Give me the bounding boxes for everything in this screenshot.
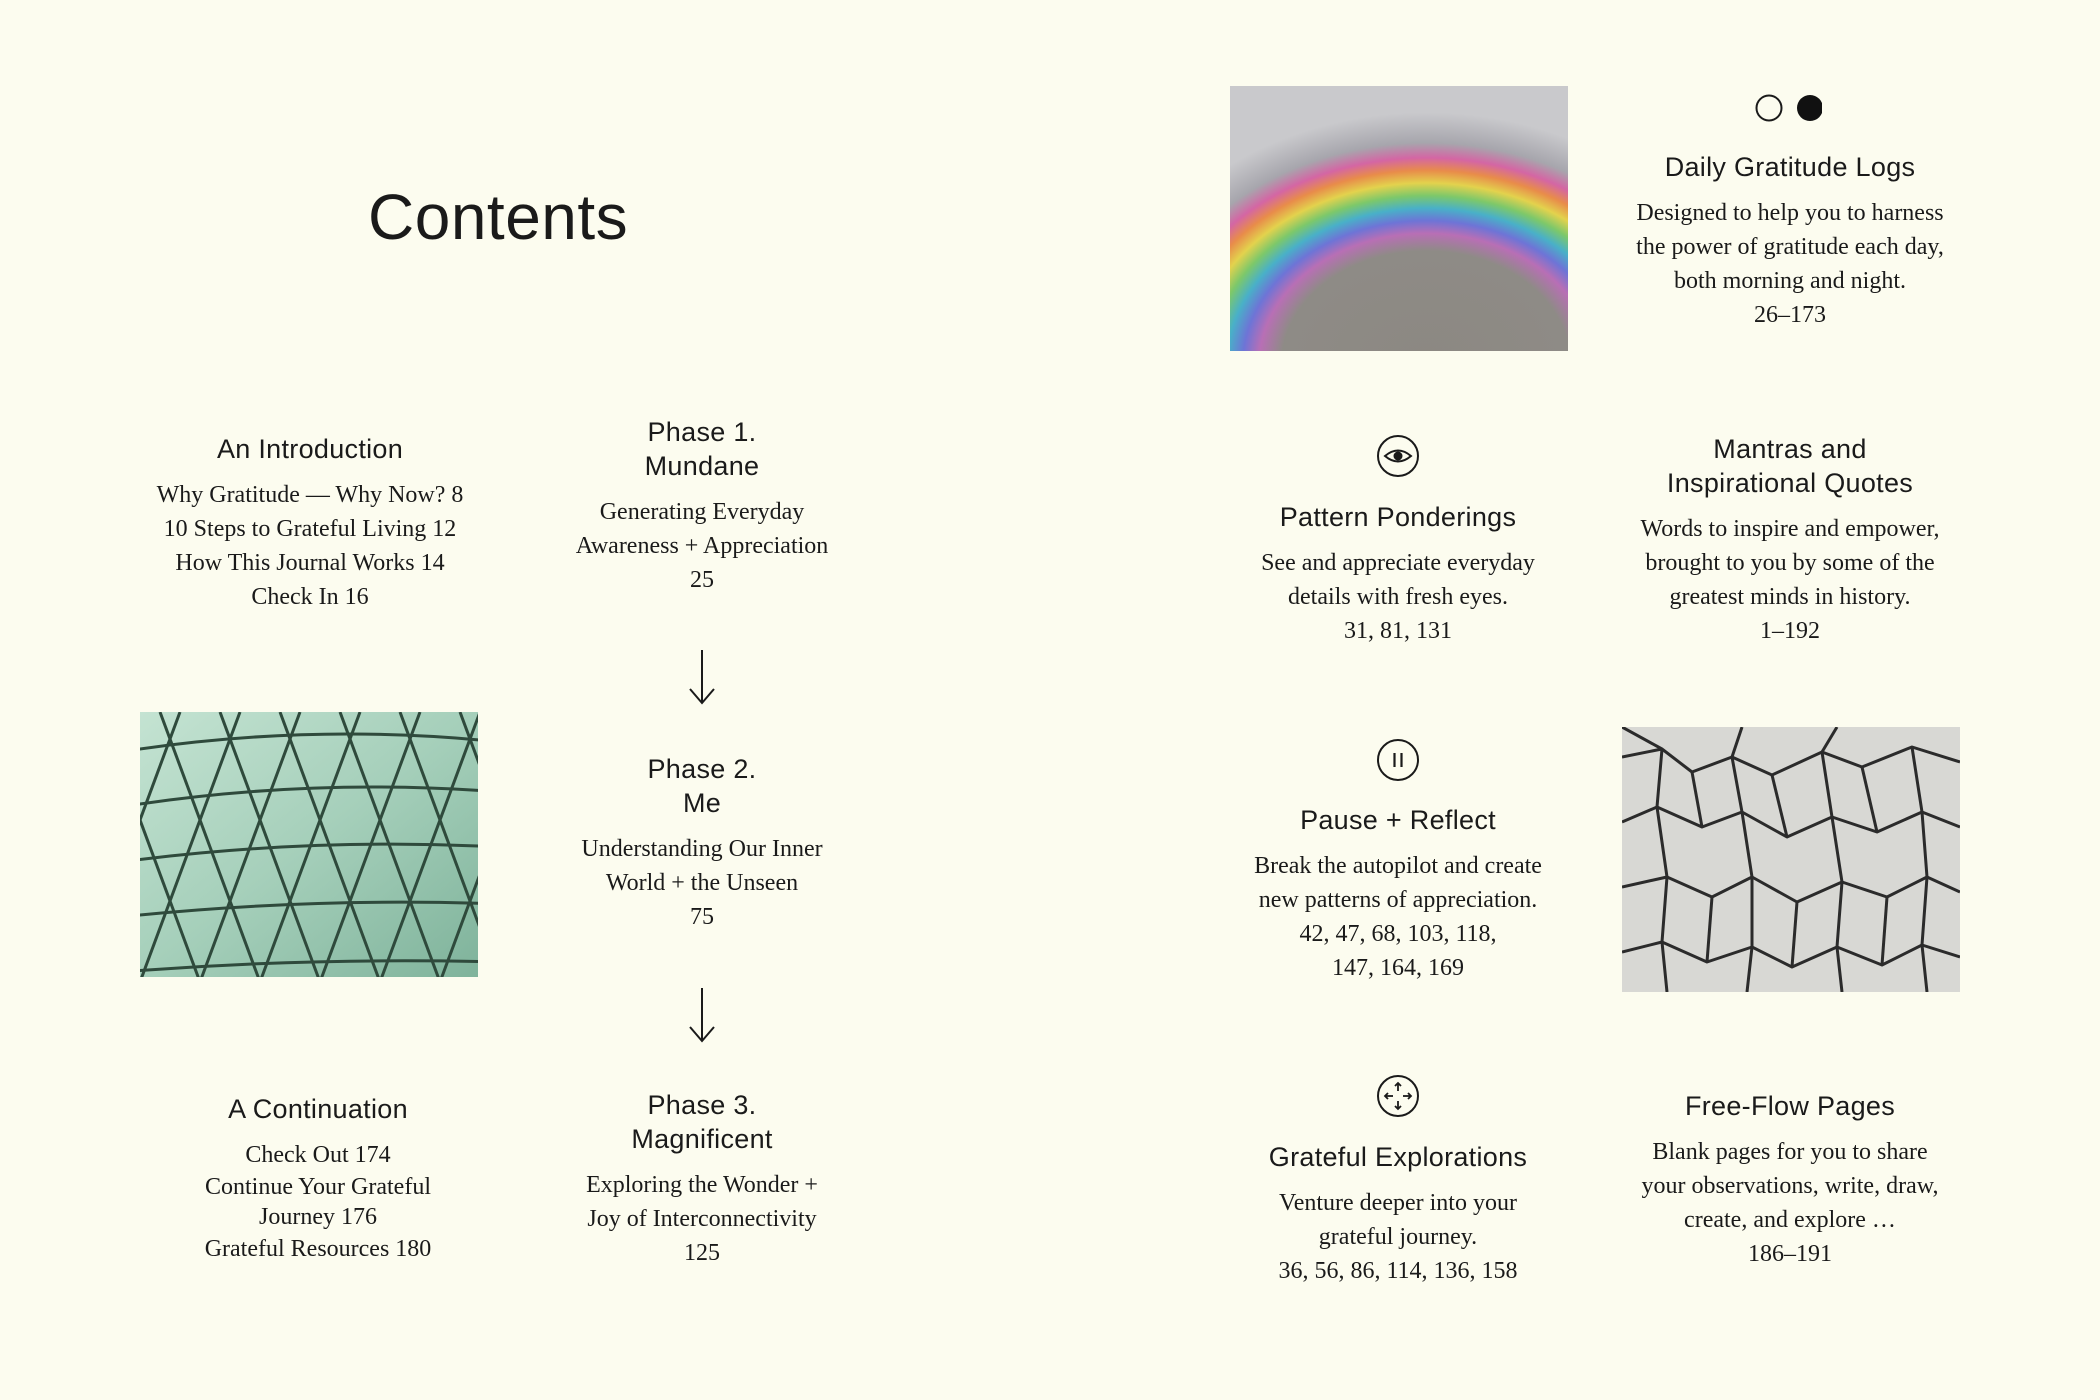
phase1-heading: [542, 415, 862, 483]
phase2-line: Understanding Our Inner: [581, 836, 823, 862]
oil-rainbow-image: [1230, 86, 1568, 351]
introduction-line: Why Gratitude — Why Now? 8: [156, 482, 464, 508]
mantras-line: 1–192: [1760, 618, 1820, 644]
daily-logs-heading: Daily Gratitude Logs: [1664, 152, 1916, 182]
freeflow-line: Blank pages for you to share: [1652, 1139, 1928, 1165]
pattern-line: See and appreciate everyday: [1261, 550, 1535, 576]
pattern-heading: Pattern Ponderings: [1279, 502, 1517, 532]
continuation-line: Journey 176: [259, 1204, 377, 1230]
phase2-heading-line: Phase 2.: [647, 754, 757, 784]
daily-logs-line: Designed to help you to harness: [1636, 200, 1944, 226]
explorations-line: Venture deeper into your: [1279, 1190, 1517, 1216]
introduction-section: [130, 432, 490, 614]
daily-logs-line: the power of gratitude each day,: [1636, 234, 1944, 260]
freeflow-line: create, and explore …: [1684, 1207, 1896, 1233]
continuation-section: [148, 1092, 488, 1266]
pause-line: Break the autopilot and create: [1254, 853, 1542, 879]
mantras-line: Words to inspire and empower,: [1640, 516, 1940, 542]
phase1-heading-line: Mundane: [644, 451, 760, 481]
freeflow-line: 186–191: [1748, 1241, 1832, 1267]
daily-logs-section: [1610, 150, 1970, 332]
phase3-heading-line: Phase 3.: [647, 1090, 757, 1120]
pause-heading: Pause + Reflect: [1300, 805, 1496, 835]
mantras-line: greatest minds in history.: [1669, 584, 1911, 610]
phase3-line: Exploring the Wonder +: [586, 1172, 818, 1198]
phase3-line: Joy of Interconnectivity: [587, 1206, 817, 1232]
pattern-section: [1218, 500, 1578, 648]
phase2-heading-line: Me: [682, 788, 722, 818]
page-title: Contents: [368, 181, 629, 253]
explorations-heading: Grateful Explorations: [1268, 1142, 1528, 1172]
pause-line: 42, 47, 68, 103, 118,: [1299, 921, 1497, 947]
mantras-heading-line: Inspirational Quotes: [1666, 468, 1914, 498]
pause-line: new patterns of appreciation.: [1258, 887, 1538, 913]
phase1-heading-line: Phase 1.: [647, 417, 757, 447]
introduction-line: 10 Steps to Grateful Living 12: [163, 516, 457, 542]
continuation-heading: A Continuation: [228, 1094, 408, 1124]
phase1-line: Awareness + Appreciation: [575, 533, 829, 559]
continuation-line: Check Out 174: [245, 1142, 391, 1168]
introduction-heading: An Introduction: [216, 434, 404, 464]
continuation-line: Continue Your Grateful: [205, 1174, 431, 1200]
phase2-heading: [542, 752, 862, 820]
pause-line: 147, 164, 169: [1332, 955, 1464, 981]
explorations-line: 36, 56, 86, 114, 136, 158: [1278, 1258, 1518, 1284]
arrows-out-icon: [1376, 1074, 1420, 1118]
phase1-line: 25: [690, 567, 714, 593]
phase3-heading-line: Magnificent: [631, 1124, 773, 1154]
introduction-line: How This Journal Works 14: [175, 550, 445, 576]
explorations-section: [1218, 1140, 1578, 1288]
freeflow-heading: Free-Flow Pages: [1684, 1091, 1896, 1121]
eye-icon: [1376, 434, 1420, 478]
mantras-heading: [1610, 432, 1970, 500]
phase2-line: World + the Unseen: [605, 870, 799, 896]
mantras-line: brought to you by some of the: [1645, 550, 1935, 576]
daily-logs-line: both morning and night.: [1674, 268, 1906, 294]
phase1-line: Generating Everyday: [599, 499, 805, 525]
mantras-section: [1610, 432, 1970, 648]
down-arrow-icon: [687, 648, 717, 706]
pattern-line: 31, 81, 131: [1344, 618, 1452, 644]
phase3-heading: [542, 1088, 862, 1156]
freeflow-section: [1610, 1089, 1970, 1271]
cracked-earth-image: [1622, 727, 1960, 992]
mantras-heading-line: Mantras and: [1713, 434, 1867, 464]
introduction-line: Check In 16: [251, 584, 369, 610]
phase2-section: [542, 752, 862, 934]
phase2-line: 75: [690, 904, 714, 930]
pattern-line: details with fresh eyes.: [1288, 584, 1508, 610]
phase3-line: 125: [684, 1240, 720, 1266]
phase1-section: [542, 415, 862, 597]
explorations-line: grateful journey.: [1318, 1224, 1478, 1250]
freeflow-line: your observations, write, draw,: [1641, 1173, 1939, 1199]
pause-icon: [1376, 738, 1420, 782]
glass-roof-image: [140, 712, 478, 977]
daily-logs-line: 26–173: [1754, 302, 1826, 328]
pause-section: [1218, 803, 1578, 985]
down-arrow-icon: [687, 986, 717, 1044]
day-night-circles-icon: [1752, 92, 1822, 124]
phase3-section: [542, 1088, 862, 1270]
continuation-line: Grateful Resources 180: [204, 1236, 432, 1262]
